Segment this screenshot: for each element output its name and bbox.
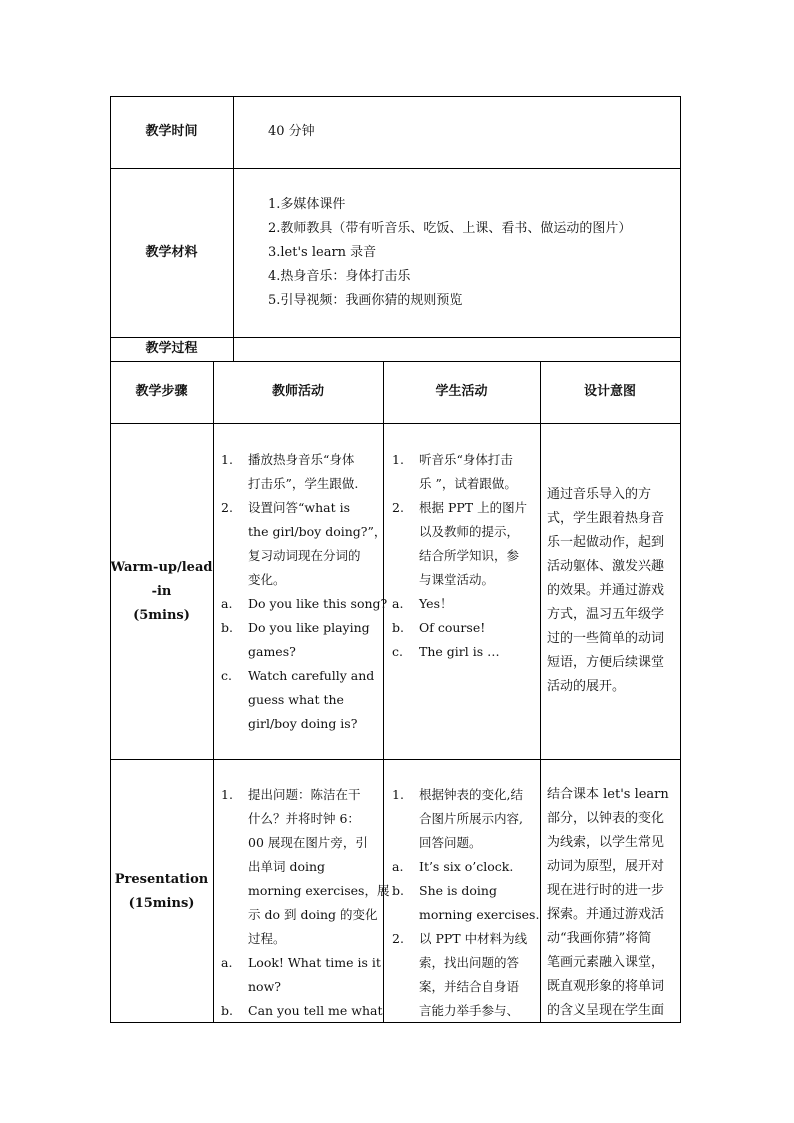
materials-item: 5.引导视频：我画你猜的规则预览	[268, 293, 463, 308]
list-item-line: now?	[248, 979, 281, 994]
list-item-line: 变化。	[248, 572, 286, 587]
list-item-line: 出单词 doing	[248, 859, 326, 874]
list-item-line: The girl is …	[419, 644, 500, 659]
list-item-line: games?	[248, 644, 296, 659]
design-line: 的含义呈现在学生面	[547, 1003, 665, 1018]
list-item-line: She is doing	[419, 883, 497, 898]
table-rule	[110, 361, 681, 362]
list-item-line: 案，并结合自身语	[419, 979, 520, 994]
design-line: 乐一起做动作，起到	[547, 535, 665, 550]
table-rule	[540, 361, 541, 1023]
step-warmup: Warm-up/lead	[110, 560, 213, 575]
list-marker: 2.	[221, 500, 233, 515]
design-line: 活动躯体、激发兴趣	[547, 559, 665, 574]
step-presentation: Presentation	[114, 872, 209, 887]
list-item-line: Of course!	[419, 620, 486, 635]
design-line: 为线索，以学生常见	[547, 835, 665, 850]
table-rule	[110, 423, 681, 424]
materials-item: 1.多媒体课件	[268, 197, 346, 212]
materials-label: 教学材料	[145, 245, 198, 260]
list-marker: c.	[392, 644, 403, 659]
list-item-line: Can you tell me what	[248, 1003, 383, 1018]
list-item-line: 00 展现在图片旁，引	[248, 835, 368, 850]
design-line: 笔画元素融入课堂，	[547, 955, 665, 970]
design-line: 动词为原型，展开对	[547, 859, 665, 874]
step-presentation: (15mins)	[128, 896, 195, 911]
list-item-line: 索，找出问题的答	[419, 955, 520, 970]
design-line: 动“我画你猜”将简	[547, 931, 652, 946]
table-rule	[213, 361, 214, 1023]
list-item-line: 复习动词现在分词的	[248, 548, 361, 563]
design-line: 部分，以钟表的变化	[547, 811, 665, 826]
list-item-line: 示 do 到 doing 的变化	[248, 907, 378, 922]
header-step: 教学步骤	[135, 384, 188, 399]
step-warmup: -in	[151, 584, 172, 599]
list-marker: b.	[221, 620, 233, 635]
list-item-line: 结合所学知识，参	[419, 548, 520, 563]
header-teacher: 教师活动	[271, 384, 324, 399]
list-item-line: 提出问题：陈洁在干	[248, 787, 361, 802]
list-item-line: Look! What time is it	[248, 955, 381, 970]
list-item-line: 过程。	[248, 931, 286, 946]
table-rule	[383, 361, 384, 1023]
design-line: 活动的展开。	[547, 679, 626, 694]
list-marker: c.	[221, 668, 232, 683]
list-item-line: 合图片所展示内容,	[419, 811, 523, 826]
list-item-line: 根据钟表的变化,结	[419, 787, 523, 802]
materials-item: 4.热身音乐：身体打击乐	[268, 269, 411, 284]
materials-item: 2.教师教具（带有听音乐、吃饭、上课、看书、做运动的图片）	[268, 221, 632, 236]
design-line: 方式，温习五年级学	[547, 607, 665, 622]
list-item-line: 以 PPT 中材料为线	[419, 931, 528, 946]
design-line: 既直观形象的将单词	[547, 979, 665, 994]
list-marker: 2.	[392, 500, 404, 515]
list-item-line: It’s six o’clock.	[419, 859, 514, 874]
design-line: 探索。并通过游戏活	[547, 907, 665, 922]
list-marker: a.	[392, 596, 404, 611]
list-item-line: 什么？并将时钟 6：	[248, 811, 360, 826]
list-item-line: Do you like playing	[248, 620, 370, 635]
list-marker: a.	[221, 955, 233, 970]
design-line: 的效果。并通过游戏	[547, 583, 665, 598]
list-item-line: morning exercises.	[419, 907, 540, 922]
list-item-line: 回答问题。	[419, 835, 482, 850]
design-line: 短语，方便后续课堂	[547, 655, 665, 670]
list-item-line: Do you like this song?	[248, 596, 388, 611]
list-item-line: 设置问答“what is	[248, 500, 351, 515]
table-border	[680, 96, 681, 1023]
list-item-line: 以及教师的提示，	[419, 524, 520, 539]
header-design: 设计意图	[583, 384, 636, 399]
time-value: 40 分钟	[268, 124, 315, 139]
design-line: 通过音乐导入的方	[547, 487, 652, 502]
list-item-line: Watch carefully and	[248, 668, 375, 683]
header-student: 学生活动	[435, 384, 488, 399]
list-item-line: 听音乐“身体打击	[419, 452, 513, 467]
materials-item: 3.let's learn 录音	[268, 245, 377, 260]
list-marker: 1.	[392, 787, 404, 802]
list-item-line: 言能力举手参与、	[419, 1003, 520, 1018]
design-line: 现在进行时的进一步	[547, 883, 665, 898]
design-line: 结合课本 let's learn	[547, 787, 669, 802]
list-item-line: the girl/boy doing?”，	[248, 524, 387, 539]
list-marker: 2.	[392, 931, 404, 946]
table-rule	[233, 96, 234, 362]
list-marker: b.	[221, 1003, 233, 1018]
list-item-line: girl/boy doing is?	[248, 716, 358, 731]
process-label: 教学过程	[145, 341, 198, 356]
list-item-line: 与课堂活动。	[419, 572, 495, 587]
table-border	[110, 96, 681, 97]
list-marker: 1.	[221, 452, 233, 467]
list-item-line: 乐 ”，试着跟做。	[419, 476, 517, 491]
list-marker: a.	[221, 596, 233, 611]
list-item-line: guess what the	[248, 692, 344, 707]
time-label: 教学时间	[145, 124, 198, 139]
design-line: 式，学生跟着热身音	[547, 511, 665, 526]
list-item-line: 播放热身音乐“身体	[248, 452, 355, 467]
table-rule	[110, 168, 681, 169]
list-marker: b.	[392, 620, 404, 635]
list-item-line: morning exercises，展	[248, 883, 390, 898]
step-warmup: (5mins)	[133, 608, 190, 623]
list-item-line: 根据 PPT 上的图片	[419, 500, 528, 515]
list-marker: 1.	[221, 787, 233, 802]
table-rule	[110, 759, 681, 760]
list-item-line: Yes！	[419, 596, 453, 611]
list-marker: 1.	[392, 452, 404, 467]
list-marker: b.	[392, 883, 404, 898]
list-item-line: 打击乐”，学生跟做.	[248, 476, 359, 491]
design-line: 过的一些简单的动词	[547, 631, 665, 646]
list-marker: a.	[392, 859, 404, 874]
